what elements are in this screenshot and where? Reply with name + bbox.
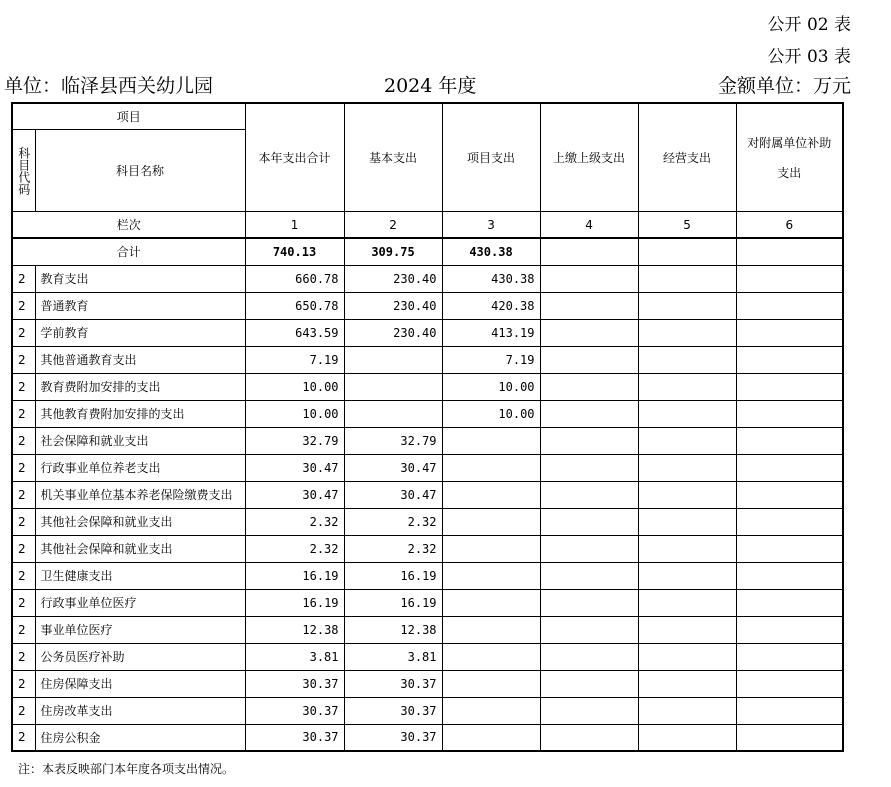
row-basic: 16.19 <box>344 589 442 616</box>
row-code: 2 <box>12 697 35 724</box>
row-subsidiary <box>736 265 843 292</box>
row-operating <box>638 562 736 589</box>
row-subsidiary <box>736 616 843 643</box>
row-upper <box>540 265 638 292</box>
row-subsidiary <box>736 508 843 535</box>
row-basic: 230.40 <box>344 292 442 319</box>
row-subsidiary <box>736 400 843 427</box>
row-operating <box>638 535 736 562</box>
row-code: 2 <box>12 265 35 292</box>
subsidiary-header: 对附属单位补助支出 <box>736 103 843 212</box>
row-upper <box>540 427 638 454</box>
row-code: 2 <box>12 616 35 643</box>
row-subsidiary <box>736 319 843 346</box>
row-project: 10.00 <box>442 373 540 400</box>
row-upper <box>540 562 638 589</box>
table-row <box>12 535 843 562</box>
row-total: 16.19 <box>245 562 344 589</box>
row-subsidiary <box>736 643 843 670</box>
row-code: 2 <box>12 724 35 751</box>
row-basic: 30.37 <box>344 670 442 697</box>
table-row <box>12 724 843 751</box>
table-row <box>12 292 843 319</box>
row-upper <box>540 373 638 400</box>
table-note: 注：本表反映部门本年度各项支出情况。 <box>18 762 235 776</box>
row-code: 2 <box>12 373 35 400</box>
row-subsidiary <box>736 292 843 319</box>
table-row <box>12 670 843 697</box>
row-project: 420.38 <box>442 292 540 319</box>
basic-header: 基本支出 <box>344 103 442 212</box>
row-upper <box>540 400 638 427</box>
row-total: 3.81 <box>245 643 344 670</box>
row-operating <box>638 697 736 724</box>
row-project <box>442 454 540 481</box>
row-total: 643.59 <box>245 319 344 346</box>
table-row <box>12 319 843 346</box>
row-name: 事业单位医疗 <box>35 616 245 643</box>
row-code: 2 <box>12 292 35 319</box>
total-row-basic: 309.75 <box>344 238 442 265</box>
row-basic: 3.81 <box>344 643 442 670</box>
row-project <box>442 562 540 589</box>
row-total: 10.00 <box>245 373 344 400</box>
row-basic: 2.32 <box>344 535 442 562</box>
row-operating <box>638 346 736 373</box>
row-total: 32.79 <box>245 427 344 454</box>
row-project <box>442 643 540 670</box>
row-basic: 230.40 <box>344 265 442 292</box>
row-operating <box>638 400 736 427</box>
row-operating <box>638 616 736 643</box>
row-basic: 30.37 <box>344 724 442 751</box>
row-basic: 30.47 <box>344 454 442 481</box>
order-number: 1 <box>245 212 344 239</box>
row-name: 其他教育费附加安排的支出 <box>35 400 245 427</box>
row-basic: 16.19 <box>344 562 442 589</box>
row-operating <box>638 724 736 751</box>
row-subsidiary <box>736 535 843 562</box>
row-operating <box>638 292 736 319</box>
row-name: 行政事业单位医疗 <box>35 589 245 616</box>
row-basic <box>344 400 442 427</box>
row-total: 30.37 <box>245 697 344 724</box>
row-upper <box>540 724 638 751</box>
row-total: 2.32 <box>245 508 344 535</box>
row-project <box>442 589 540 616</box>
row-code: 2 <box>12 454 35 481</box>
row-basic: 32.79 <box>344 427 442 454</box>
row-code: 2 <box>12 670 35 697</box>
total-row-total: 740.13 <box>245 238 344 265</box>
row-name: 教育支出 <box>35 265 245 292</box>
row-operating <box>638 670 736 697</box>
row-upper <box>540 697 638 724</box>
row-project <box>442 670 540 697</box>
row-name: 学前教育 <box>35 319 245 346</box>
row-upper <box>540 319 638 346</box>
total-row-project: 430.38 <box>442 238 540 265</box>
row-total: 7.19 <box>245 346 344 373</box>
row-name: 住房保障支出 <box>35 670 245 697</box>
operating-header: 经营支出 <box>638 103 736 212</box>
row-upper <box>540 292 638 319</box>
table-row <box>12 562 843 589</box>
table-row <box>12 400 843 427</box>
order-number: 2 <box>344 212 442 239</box>
row-operating <box>638 265 736 292</box>
row-name: 住房公积金 <box>35 724 245 751</box>
row-project <box>442 724 540 751</box>
row-upper <box>540 454 638 481</box>
row-name: 卫生健康支出 <box>35 562 245 589</box>
table-row <box>12 697 843 724</box>
row-name: 机关事业单位基本养老保险缴费支出 <box>35 481 245 508</box>
row-total: 650.78 <box>245 292 344 319</box>
table-row <box>12 373 843 400</box>
row-subsidiary <box>736 427 843 454</box>
form-number-03: 公开 03 表 <box>767 47 851 67</box>
row-project <box>442 481 540 508</box>
row-upper <box>540 346 638 373</box>
table-row <box>12 454 843 481</box>
row-name: 行政事业单位养老支出 <box>35 454 245 481</box>
row-operating <box>638 508 736 535</box>
row-project: 413.19 <box>442 319 540 346</box>
total-row-upper <box>540 238 638 265</box>
row-subsidiary <box>736 454 843 481</box>
row-total: 16.19 <box>245 589 344 616</box>
row-basic: 2.32 <box>344 508 442 535</box>
year-label: 2024 年度 <box>384 75 477 97</box>
row-project: 10.00 <box>442 400 540 427</box>
order-number: 3 <box>442 212 540 239</box>
row-operating <box>638 643 736 670</box>
row-total: 30.47 <box>245 481 344 508</box>
row-project <box>442 508 540 535</box>
row-upper <box>540 616 638 643</box>
row-subsidiary <box>736 697 843 724</box>
table-row <box>12 589 843 616</box>
project-header: 项目支出 <box>442 103 540 212</box>
row-basic: 30.37 <box>344 697 442 724</box>
row-total: 660.78 <box>245 265 344 292</box>
table-row <box>12 265 843 292</box>
row-code: 2 <box>12 589 35 616</box>
table-row <box>12 346 843 373</box>
row-subsidiary <box>736 589 843 616</box>
row-total: 12.38 <box>245 616 344 643</box>
row-upper <box>540 481 638 508</box>
row-subsidiary <box>736 670 843 697</box>
table-row <box>12 616 843 643</box>
row-code: 2 <box>12 319 35 346</box>
total-row-subsidiary <box>736 238 843 265</box>
row-name: 公务员医疗补助 <box>35 643 245 670</box>
row-subsidiary <box>736 562 843 589</box>
row-subsidiary <box>736 481 843 508</box>
expenditure-table <box>11 102 844 752</box>
row-project <box>442 535 540 562</box>
row-operating <box>638 589 736 616</box>
row-name: 住房改革支出 <box>35 697 245 724</box>
form-number-02: 公开 02 表 <box>767 15 851 35</box>
code-header: 科目代码 <box>12 130 35 212</box>
row-upper <box>540 643 638 670</box>
row-basic <box>344 373 442 400</box>
row-code: 2 <box>12 481 35 508</box>
row-name: 普通教育 <box>35 292 245 319</box>
table-row <box>12 643 843 670</box>
row-subsidiary <box>736 724 843 751</box>
row-total: 30.37 <box>245 724 344 751</box>
row-code: 2 <box>12 562 35 589</box>
row-name: 其他普通教育支出 <box>35 346 245 373</box>
row-upper <box>540 535 638 562</box>
row-name: 社会保障和就业支出 <box>35 427 245 454</box>
row-total: 10.00 <box>245 400 344 427</box>
row-operating <box>638 319 736 346</box>
row-operating <box>638 481 736 508</box>
row-name: 其他社会保障和就业支出 <box>35 535 245 562</box>
row-operating <box>638 373 736 400</box>
order-number: 4 <box>540 212 638 239</box>
row-project <box>442 697 540 724</box>
row-name: 教育费附加安排的支出 <box>35 373 245 400</box>
table-body <box>12 265 843 751</box>
row-upper <box>540 589 638 616</box>
order-number: 6 <box>736 212 843 239</box>
row-code: 2 <box>12 346 35 373</box>
total-row-label: 合计 <box>12 238 245 265</box>
row-code: 2 <box>12 643 35 670</box>
row-code: 2 <box>12 535 35 562</box>
row-project: 430.38 <box>442 265 540 292</box>
order-label: 栏次 <box>12 212 245 239</box>
table-row <box>12 481 843 508</box>
table-row <box>12 427 843 454</box>
row-operating <box>638 427 736 454</box>
total-row-operating <box>638 238 736 265</box>
amount-unit-label: 金额单位：万元 <box>717 75 851 97</box>
row-name: 其他社会保障和就业支出 <box>35 508 245 535</box>
row-basic: 12.38 <box>344 616 442 643</box>
row-project <box>442 427 540 454</box>
row-upper <box>540 670 638 697</box>
order-number: 5 <box>638 212 736 239</box>
row-project: 7.19 <box>442 346 540 373</box>
row-total: 2.32 <box>245 535 344 562</box>
total-header: 本年支出合计 <box>245 103 344 212</box>
table-row <box>12 508 843 535</box>
row-total: 30.37 <box>245 670 344 697</box>
row-subsidiary <box>736 373 843 400</box>
row-basic: 30.47 <box>344 481 442 508</box>
unit-label: 单位：临泽县西关幼儿园 <box>4 75 214 97</box>
row-total: 30.47 <box>245 454 344 481</box>
row-code: 2 <box>12 400 35 427</box>
row-basic: 230.40 <box>344 319 442 346</box>
upper-header: 上缴上级支出 <box>540 103 638 212</box>
row-subsidiary <box>736 346 843 373</box>
row-code: 2 <box>12 427 35 454</box>
row-project <box>442 616 540 643</box>
row-basic <box>344 346 442 373</box>
name-header: 科目名称 <box>35 130 245 212</box>
row-code: 2 <box>12 508 35 535</box>
row-upper <box>540 508 638 535</box>
row-operating <box>638 454 736 481</box>
item-header: 项目 <box>12 103 245 130</box>
